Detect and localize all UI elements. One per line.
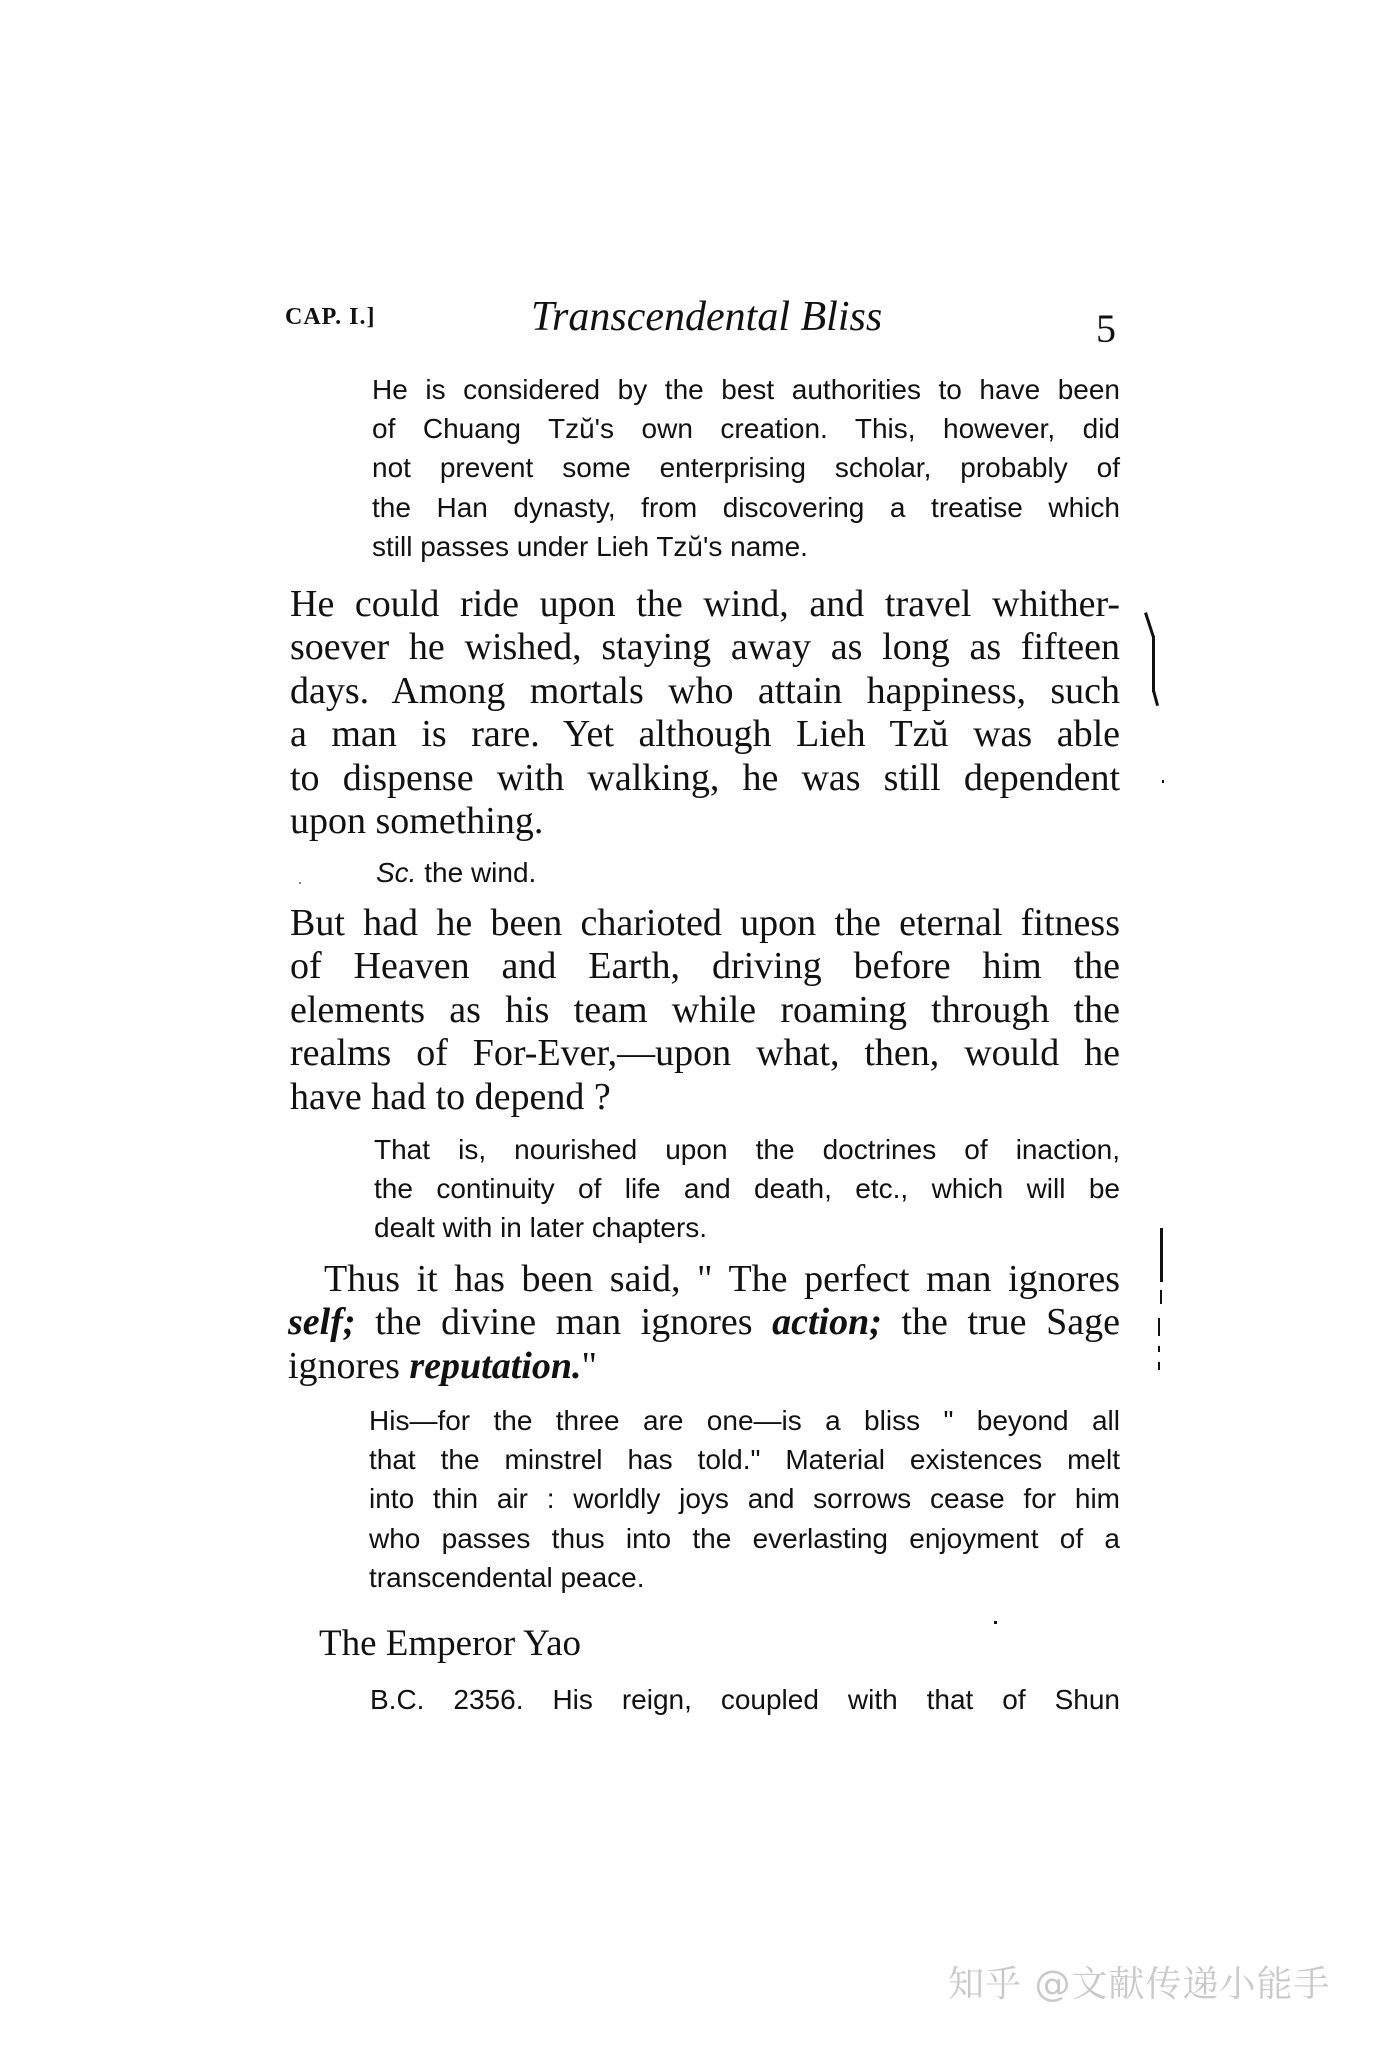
emphasis-reputation: reputation. [409, 1344, 582, 1387]
note-line: into thin air : worldly joys and sorrows cease for him [369, 1483, 1120, 1515]
text-line [288, 1301, 1120, 1344]
footnote-block-1 [372, 370, 1120, 566]
note-line: That is, nourished upon the doctrines of inaction, [374, 1134, 1120, 1165]
text-span: " [581, 1344, 597, 1387]
page-number: 5 [1096, 306, 1116, 351]
footnote-block-2 [376, 853, 536, 892]
running-title: Transcendental Bliss [531, 294, 883, 340]
paragraph-2 [290, 902, 1120, 1119]
text-line: to dispense with walking, he was still dependent [290, 756, 1120, 799]
note-line: of Chuang Tzŭ's own creation. This, however, did [372, 413, 1120, 445]
note-line: not prevent some enterprising scholar, probably of [372, 452, 1120, 484]
text-span: the true Sage [881, 1301, 1120, 1344]
margin-mark [1152, 690, 1159, 706]
margin-mark [1160, 1228, 1163, 1282]
note-abbreviation: Sc. [376, 857, 417, 888]
paragraph-1 [290, 583, 1120, 843]
text-line: of Heaven and Earth, driving before him the [290, 945, 1120, 988]
margin-mark [299, 882, 301, 884]
note-line: His—for the three are one—is a bliss " beyond all [369, 1405, 1120, 1436]
paragraph-3 [288, 1258, 1120, 1388]
section-heading: The Emperor Yao [319, 1623, 582, 1664]
note-line: He is considered by the best authorities to have been [372, 374, 1120, 405]
text-line: realms of For-Ever,—upon what, then, would he [290, 1032, 1120, 1075]
text-line: have had to depend ? [290, 1075, 611, 1118]
text-line: upon something. [290, 799, 544, 842]
text-line: elements as his team while roaming through the [290, 988, 1120, 1031]
margin-mark [1158, 1318, 1160, 1336]
text-line: days. Among mortals who attain happiness, such [290, 669, 1120, 712]
text-line: But had he been charioted upon the eternal fitness [290, 902, 1120, 944]
text-span: the divine man ignores [355, 1301, 773, 1344]
emphasis-self: self; [288, 1301, 356, 1344]
watermark-text: 知乎 @文献传递小能手 [948, 1964, 1331, 2005]
note-line: transcendental peace. [369, 1561, 645, 1593]
text-line: He could ride upon the wind, and travel whither- [290, 583, 1120, 625]
margin-mark [1152, 636, 1155, 692]
note-line: who passes thus into the everlasting enjoyment of a [369, 1522, 1120, 1554]
text-line: a man is rare. Yet although Lieh Tzŭ was able [290, 713, 1120, 756]
note-line: that the minstrel has told." Material existences melt [369, 1444, 1120, 1476]
footnote-block-3 [374, 1130, 1120, 1248]
text-line: soever he wished, staying away as long as fifteen [290, 626, 1120, 669]
section-note [370, 1680, 1120, 1719]
text-line: Thus it has been said, " The perfect man ignores [324, 1258, 1120, 1300]
emphasis-action: action; [772, 1301, 882, 1344]
note-line: the Han dynasty, from discovering a treatise which [372, 491, 1120, 523]
note-line: B.C. 2356. His reign, coupled with that of Shun [370, 1684, 1120, 1715]
margin-mark [1162, 780, 1164, 783]
margin-mark [1144, 612, 1155, 638]
note-text: the wind. [424, 857, 537, 888]
footnote-block-4 [369, 1401, 1120, 1597]
margin-mark [1158, 1362, 1160, 1370]
note-line: still passes under Lieh Tzŭ's name. [372, 530, 808, 562]
note-line: the continuity of life and death, etc., which will be [374, 1173, 1120, 1205]
margin-mark [1158, 1346, 1160, 1352]
margin-mark [994, 1621, 997, 1624]
chapter-reference: CAP. I.] [285, 304, 376, 330]
text-line [288, 1345, 1120, 1388]
margin-mark [1160, 1290, 1162, 1304]
note-line: dealt with in later chapters. [374, 1212, 708, 1244]
text-span: ignores [288, 1344, 410, 1387]
